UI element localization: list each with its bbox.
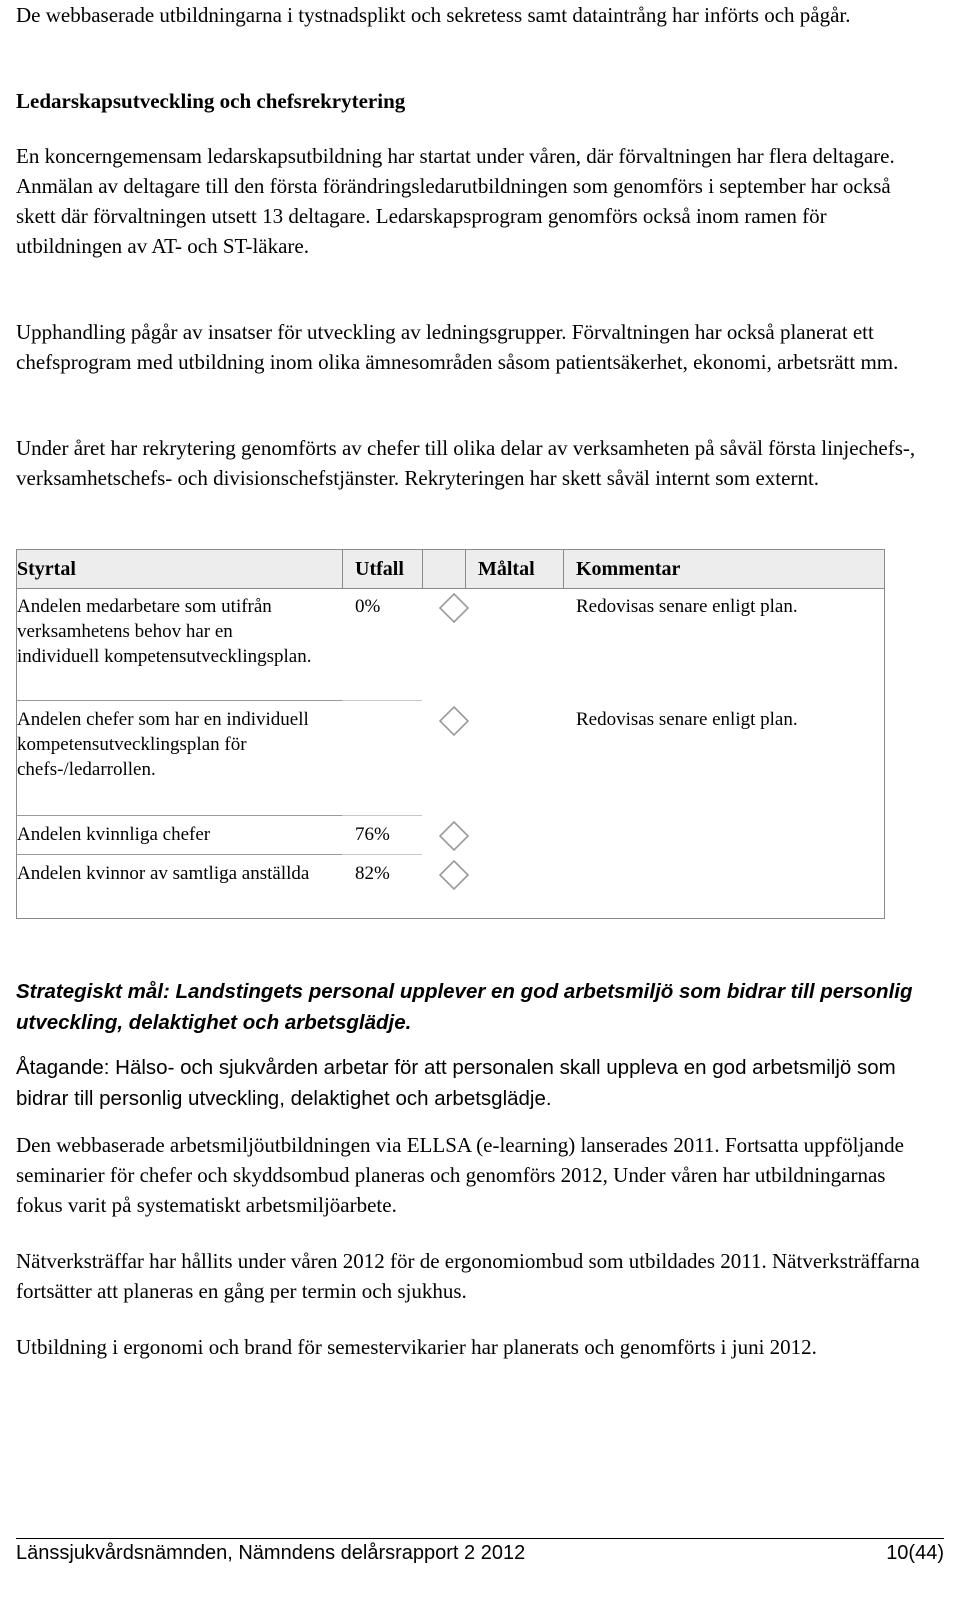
paragraph-ergonomics-training: Utbildning i ergonomi och brand för semestervikarier har planerats och genomförts i juni 2012. — [16, 1335, 817, 1359]
styrtal-cell: Andelen chefer som har en individuell kompetensutvecklingsplan för chefs-/ledarrollen. — [17, 709, 309, 780]
header-maltal: Måltal — [478, 558, 535, 580]
paragraph-procurement: Upphandling pågår av insatser för utveckling av ledningsgrupper. Förvaltningen har också planerat ett chefsprogram med utbildning inom olika ämnesområden såsom patientsäkerhet, ekonomi, arbetsrätt mm. — [16, 320, 899, 374]
paragraph-network-meetings: Nätverksträffar har hållits under våren 2012 för de ergonomiombud som utbildades 2011. Nätverksträffarna fortsätter att planeras en gång per termin och sjukhus. — [16, 1249, 920, 1303]
table-row — [17, 588, 884, 701]
header-styrtal: Styrtal — [17, 558, 76, 580]
kommentar-cell: Redovisas senare enligt plan. — [576, 709, 798, 730]
kommentar-cell: Redovisas senare enligt plan. — [576, 596, 798, 617]
styrtal-cell: Andelen kvinnor av samtliga anställda — [17, 863, 310, 884]
strategic-goal-heading: Strategiskt mål: Landstingets personal upplever en god arbetsmiljö som bidrar till personlig utveckling, delaktighet och arbetsglädje. — [16, 980, 913, 1034]
footer-divider — [16, 1538, 944, 1539]
diamond-outline-icon — [438, 859, 470, 891]
header-divider — [342, 550, 343, 588]
diamond-outline-icon — [438, 820, 470, 852]
styrtal-cell: Andelen kvinnliga chefer — [17, 824, 211, 845]
page-number: 10(44) — [886, 1542, 944, 1564]
header-divider — [465, 550, 466, 588]
table-header — [17, 550, 884, 589]
styrtal-cell: Andelen medarbetare som utifrån verksamhetens behov har en individuell kompetensutvecklingsplan. — [17, 596, 312, 667]
paragraph-leadership-training: En koncerngemensam ledarskapsutbildning har startat under våren, där förvaltningen har flera deltagare. Anmälan av deltagare till den första förändringsledarutbildningen som genomförs i september har också skett där förvaltningen utsett 13 deltagare. Ledarskapsprogram genomförs också inom ramen för utbildningen av AT- och ST-läkare. — [16, 144, 895, 258]
utfall-cell: 82% — [355, 863, 390, 884]
table-row — [17, 855, 884, 918]
paragraph-recruitment: Under året har rekrytering genomförts av chefer till olika delar av verksamheten på såväl första linjechefs-, verksamhetschefs- och divisionschefstjänster. Rekryteringen har skett såväl internt som externt. — [16, 436, 916, 490]
kpi-table — [16, 549, 885, 919]
diamond-outline-icon — [438, 592, 470, 624]
table-row — [17, 816, 884, 855]
utfall-cell: 0% — [355, 596, 381, 617]
paragraph-confidentiality-training: De webbaserade utbildningarna i tystnadsplikt och sekretess samt dataintrång har införts och pågår. — [16, 3, 851, 27]
header-divider — [422, 550, 423, 588]
footer-title: Länssjukvårdsnämnden, Nämndens delårsrapport 2 2012 — [16, 1542, 526, 1564]
heading-leadership: Ledarskapsutveckling och chefsrekrytering — [16, 89, 406, 113]
diamond-outline-icon — [438, 705, 470, 737]
table-row — [17, 701, 884, 816]
paragraph-ellsa-training: Den webbaserade arbetsmiljöutbildningen via ELLSA (e-learning) lanserades 2011. Fortsatta uppföljande seminarier för chefer och skyddsombud planeras och genomförs 2012, Under våren har utbildningarnas fokus varit på systematiskt arbetsmiljöarbete. — [16, 1133, 904, 1217]
utfall-cell: 76% — [355, 824, 390, 845]
commitment-paragraph: Åtagande: Hälso- och sjukvården arbetar för att personalen skall uppleva en god arbetsmiljö som bidrar till personlig utveckling, delaktighet och arbetsglädje. — [16, 1056, 896, 1110]
header-kommentar: Kommentar — [576, 558, 681, 580]
header-utfall: Utfall — [355, 558, 404, 580]
header-divider — [563, 550, 564, 588]
